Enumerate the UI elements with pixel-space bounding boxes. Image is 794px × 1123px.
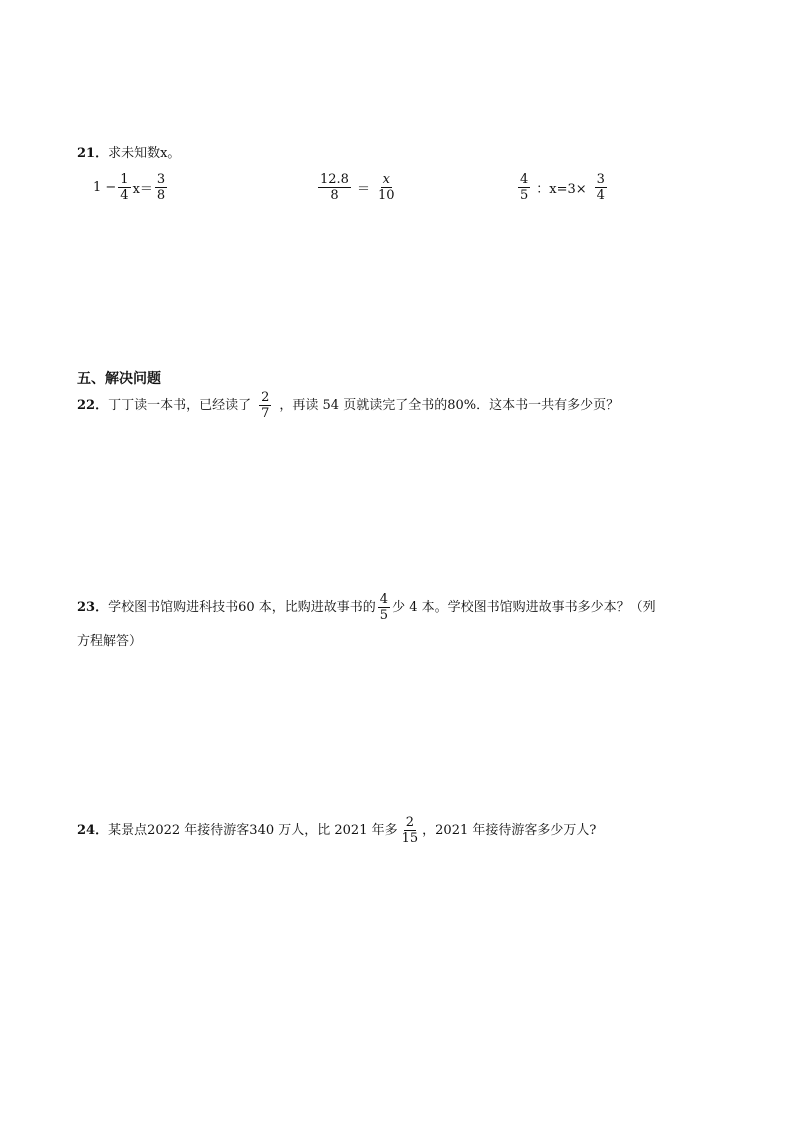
fraction-numerator: 2 xyxy=(405,815,415,830)
question-text: ，2021 年接待游客多少万人? xyxy=(422,822,597,838)
fraction-denominator: 15 xyxy=(401,831,419,846)
section-heading: 五、解决问题 xyxy=(77,371,161,387)
fraction xyxy=(155,172,167,203)
question-text: ，再读 54 页就读完了全书的80%．这本书一共有多少页？ xyxy=(279,397,620,413)
question-number: 22． xyxy=(77,397,109,413)
equation-1 xyxy=(93,172,169,203)
fraction-numerator: x xyxy=(382,172,390,187)
fraction-denominator: 5 xyxy=(379,608,389,623)
question-text: 求未知数x。 xyxy=(108,146,181,161)
fraction-denominator: 4 xyxy=(596,188,605,203)
question-22 xyxy=(77,390,619,421)
fraction-numerator: 12.8 xyxy=(320,172,349,187)
question-24 xyxy=(77,815,596,846)
question-21-prompt xyxy=(77,146,180,162)
question-text: 某景点2022 年接待游客340 万人，比 2021 年多 xyxy=(108,822,398,838)
question-23-continuation: 方程解答） xyxy=(77,634,143,649)
fraction xyxy=(259,390,271,421)
fraction-denominator: 4 xyxy=(120,188,129,203)
fraction xyxy=(318,172,351,203)
equation-3 xyxy=(516,172,609,203)
fraction xyxy=(378,592,390,623)
fraction-numerator: 1 xyxy=(120,172,129,187)
fraction-denominator: 8 xyxy=(330,188,339,203)
fraction-denominator: 10 xyxy=(377,188,395,203)
fraction xyxy=(376,172,397,203)
equation-term: 1 − xyxy=(93,180,117,195)
fraction-denominator: 5 xyxy=(520,188,529,203)
fraction xyxy=(400,815,421,846)
question-number: 23． xyxy=(77,599,109,615)
equation-2 xyxy=(316,172,399,203)
fraction-numerator: 3 xyxy=(596,172,605,187)
fraction-denominator: 8 xyxy=(156,188,166,203)
question-text: 少 4 本。学校图书馆购进故事书多少本？（列 xyxy=(392,599,656,615)
equation-term: ：x=3× xyxy=(536,182,587,197)
question-text: 学校图书馆购进科技书60 本，比购进故事书的 xyxy=(108,599,376,615)
fraction xyxy=(118,172,130,203)
question-text: 丁丁读一本书，已经读了 xyxy=(108,397,252,413)
equation-term: x＝ xyxy=(132,182,153,197)
fraction-numerator: 3 xyxy=(156,172,166,187)
question-23 xyxy=(77,592,656,623)
fraction-numerator: 4 xyxy=(379,592,389,607)
fraction-numerator: 2 xyxy=(261,390,270,405)
fraction xyxy=(518,172,530,203)
fraction xyxy=(595,172,607,203)
fraction-denominator: 7 xyxy=(261,406,270,421)
question-number: 21． xyxy=(77,146,109,161)
question-number: 24． xyxy=(77,822,109,838)
equation-term: ＝ xyxy=(356,182,370,197)
fraction-numerator: 4 xyxy=(520,172,529,187)
